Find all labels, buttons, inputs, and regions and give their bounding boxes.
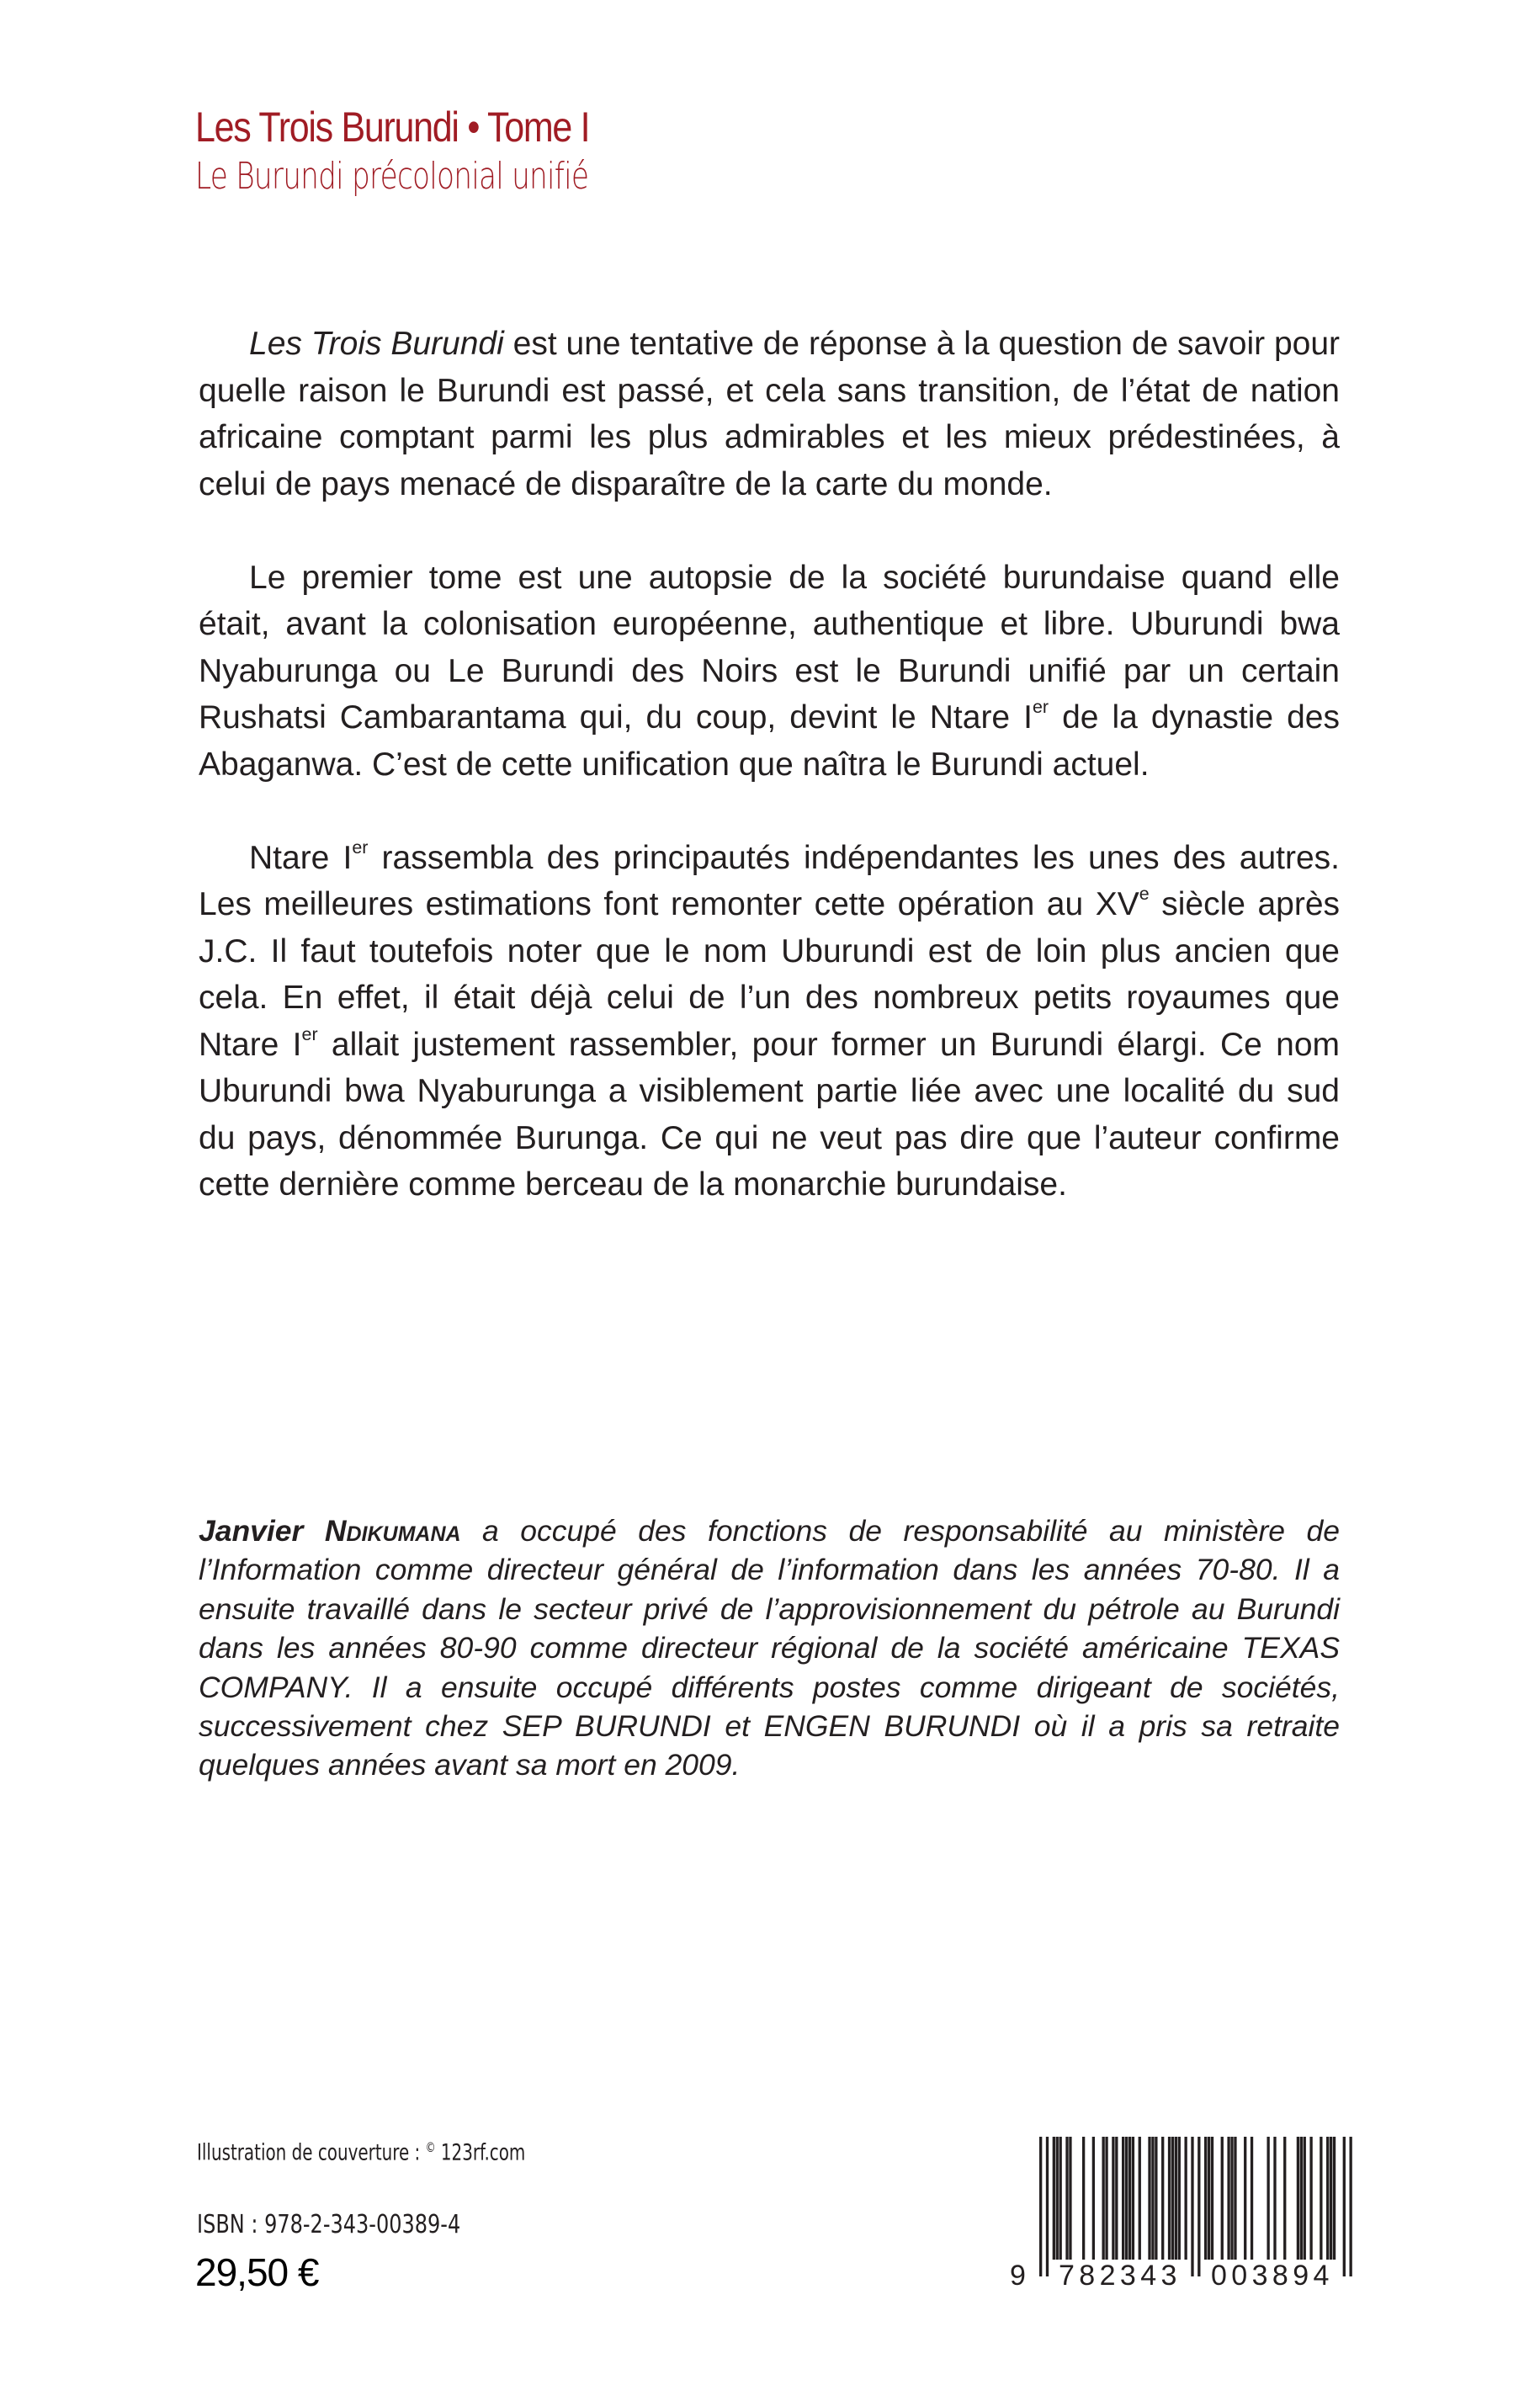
copyright-icon: © (425, 2139, 436, 2155)
credit-label: Illustration de couverture : (197, 2139, 426, 2166)
author-bio-text: a occupé des fonctions de responsabilité au ministère de l’Information comme directeur général de l’information dans les années 70-80. Il a ensuite travaillé dans le secteur privé de l’approvisionnement du pétrole au Burundi dans les années 80-90 comme directeur régional de la société américaine TEXAS COMPANY. Il a ensuite occupé différents postes comme dirigeant de sociétés, successivement chez SEP BURUNDI et ENGEN BURUNDI où il a pris sa retraite quelques années avant sa mort en 2009. (199, 1514, 1340, 1782)
barcode-icon (1006, 2136, 1360, 2291)
ordinal-superscript: e (1139, 883, 1150, 904)
cover-illustration-credit (197, 2139, 525, 2166)
author-first-name: Janvier (199, 1514, 325, 1548)
title-block (195, 103, 699, 200)
paragraph-text: allait justement rassembler, pour former un Burundi élargi. Ce nom Uburundi bwa Nyaburunga a visiblement partie liée avec une localité du sud du pays, dénommée Burunga. Ce qui ne veut pas dire que l’auteur confirme cette dernière comme berceau de la monarchie burundaise. (199, 1026, 1340, 1203)
author-bio (199, 1511, 1340, 1785)
synopsis-paragraph-2 (199, 555, 1340, 789)
series-title: Les Trois Burundi • Tome I (195, 104, 590, 151)
barcode-left-digits: 782343 (1059, 2260, 1182, 2291)
author-last-name: Ndikumana (324, 1514, 461, 1548)
paragraph-text: est une tentative de réponse à la question de savoir pour quelle raison le Burundi est passé, et cela sans transition, de l’état de nation africaine comptant parmi les plus admirables et les mieux prédestinées, à celui de pays menacé de disparaître de la carte du monde. (199, 326, 1341, 502)
synopsis-paragraph-3 (199, 835, 1340, 1208)
ordinal-superscript: er (1032, 696, 1049, 717)
author-name (199, 1514, 461, 1548)
credit-source: 123rf.com (435, 2139, 526, 2166)
isbn: ISBN : 978-2-343-00389-4 (197, 2210, 461, 2239)
book-subtitle: Le Burundi précolonial unifié (195, 155, 589, 198)
barcode-bars (1039, 2137, 1352, 2276)
barcode-first-digit: 9 (1010, 2260, 1026, 2291)
ordinal-superscript: er (352, 837, 369, 858)
paragraph-text: Ntare I (249, 839, 353, 876)
price: 29,50 € (195, 2250, 319, 2294)
barcode-right-digits: 003894 (1211, 2260, 1334, 2291)
synopsis (199, 321, 1340, 1208)
italic-book-title: Les Trois Burundi (249, 326, 504, 362)
paragraph-text: siècle après J.C. Il faut toutefois noter que le nom Uburundi est de loin plus ancien que cela. En effet, il était déjà celui de l’un des nombreux petits royaumes que Ntare I (199, 886, 1341, 1063)
synopsis-paragraph-1 (199, 321, 1340, 507)
ordinal-superscript: er (301, 1023, 318, 1044)
paragraph-text: de la dynastie des Abaganwa. C’est de cette unification que naîtra le Burundi actuel. (199, 699, 1340, 783)
paragraph-text: rassembla des principautés indépendantes les unes des autres. Les meilleures estimations font remonter cette opération au XV (199, 839, 1340, 922)
author-bio-paragraph (199, 1511, 1340, 1785)
paragraph-text: Le premier tome est une autopsie de la société burundaise quand elle était, avant la colonisation européenne, authentique et libre. Uburundi bwa Nyaburunga ou Le Burundi des Noirs est le Burundi unifié par un certain Rushatsi Cambarantama qui, du coup, devint le Ntare I (199, 559, 1340, 736)
